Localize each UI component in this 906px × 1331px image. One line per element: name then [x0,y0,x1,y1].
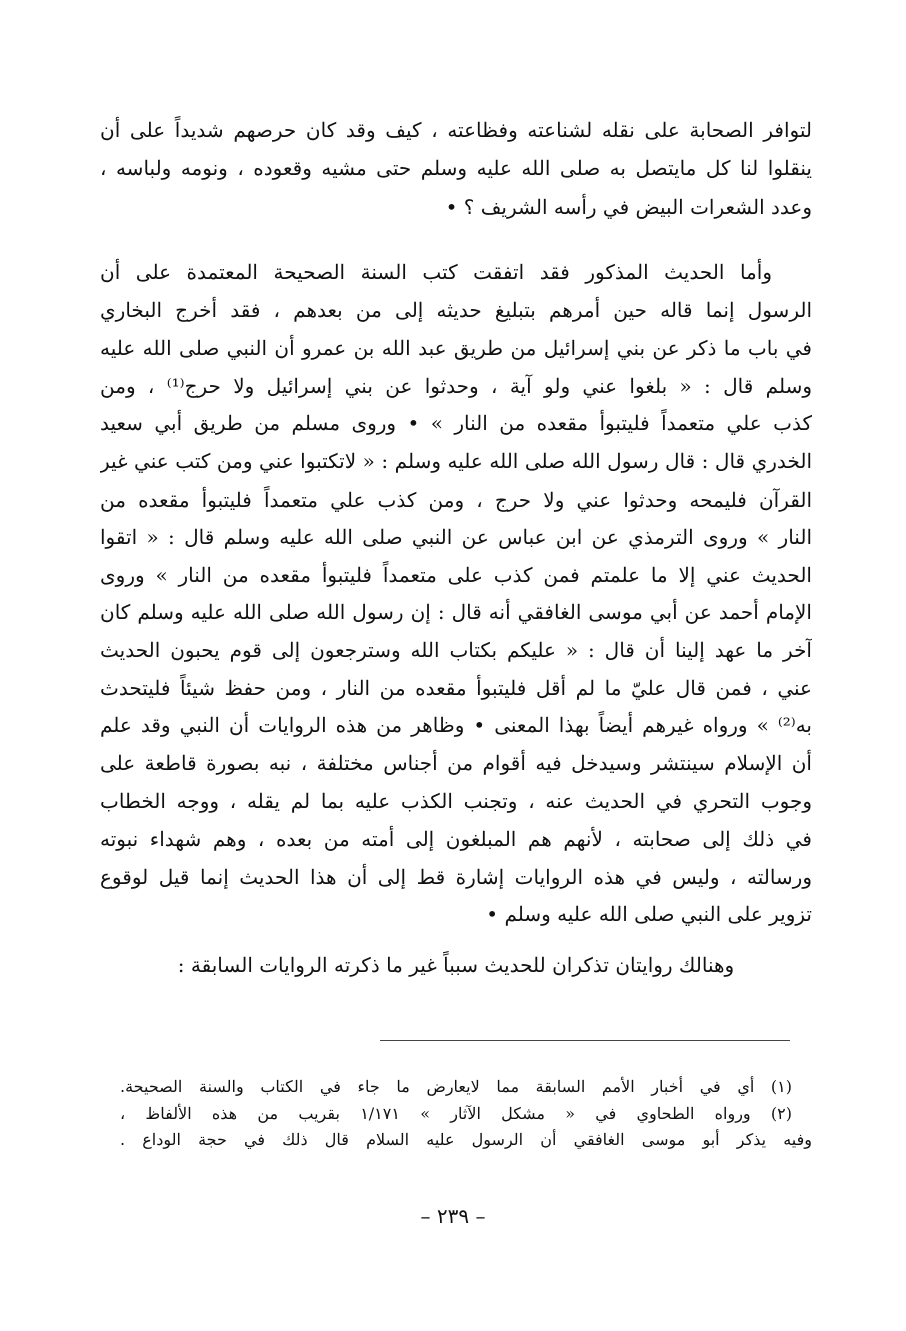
text-line: القرآن فليمحه وحدثوا عني ولا حرج ، ومن كذب علي متعمداً فليتبوأ مقعده من [100,488,812,512]
text-line: ينقلوا لنا كل مايتصل به صلى الله عليه وسلم حتى مشيه وقعوده ، ونومه ولباسه ، [100,156,812,180]
footnote-2: (٢) ورواه الطحاوي في « مشكل الآثار » ١/١٧١ بقريب من هذه الألفاظ ، [120,1104,792,1123]
text-line: أن الإسلام سينتشر وسيدخل فيه أقوام من أجناس مختلفة ، نبه بصورة قاطعة على [100,751,812,775]
text-line: الحديث عني إلا ما علمتم فمن كذب على متعمداً فليتبوأ مقعده من النار » وروى [100,563,812,587]
footnote-1: (١) أي في أخبار الأمم السابقة مما لايعارض ما جاء في الكتاب والسنة الصحيحة. [120,1077,792,1096]
text-line: ورسالته ، وليس في هذه الروايات إشارة قط إلى أن هذا الحديث إنما قيل لوقوع [100,865,812,889]
page-number: – ٢٣٩ – [420,1204,486,1228]
footnote-divider [380,1040,790,1041]
text-line: كذب علي متعمداً فليتبوأ مقعده من النار » • وروى مسلم من طريق أبي سعيد [100,411,812,435]
closing-line: وهنالك روايتان تذكران للحديث سبباً غير ما ذكرته الروايات السابقة : [177,953,735,977]
footnote-2-continued: وفيه يذكر أبو موسى الغافقي أن الرسول عليه السلام قال ذلك في حجة الوداع . [120,1130,812,1149]
text-line: عني ، فمن قال عليّ ما لم أقل فليتبوأ مقعده من النار ، ومن حفظ شيئاً فليتحدث [100,676,812,700]
text-line: الرسول إنما قاله حين أمرهم بتبليغ حديثه إلى من بعدهم ، فقد أخرج البخاري [100,298,812,322]
text-line: في ذلك إلى صحابته ، لأنهم هم المبلغون إلى أمته من بعده ، وهم شهداء نبوته [100,827,812,851]
text-line: النار » وروى الترمذي عن ابن عباس عن النبي صلى الله عليه وسلم قال : « اتقوا [100,525,812,549]
text-line: الخدري قال : قال رسول الله صلى الله عليه وسلم : « لاتكتبوا عني ومن كتب عني غير [100,449,812,473]
text-line: وسلم قال : « بلغوا عني ولو آية ، وحدثوا عن بني إسرائيل ولا حرج⁽¹⁾ ، ومن [100,374,812,398]
text-line: وعدد الشعرات البيض في رأسه الشريف ؟ • [445,195,812,219]
text-line: وأما الحديث المذكور فقد اتفقت كتب السنة الصحيحة المعتمدة على أن [100,260,772,284]
text-line: تزوير على النبي صلى الله عليه وسلم • [486,902,812,926]
text-line: في باب ما ذكر عن بني إسرائيل من طريق عبد الله بن عمرو أن النبي صلى الله عليه [100,336,812,360]
text-line: آخر ما عهد إلينا أن قال : « عليكم بكتاب الله وسترجعون إلى قوم يحبون الحديث [100,638,812,662]
text-line: لتوافر الصحابة على نقله لشناعته وفظاعته ، كيف وقد كان حرصهم شديداً على أن [100,118,812,142]
text-line: وجوب التحري في الحديث عنه ، وتجنب الكذب عليه بما لم يقله ، ووجه الخطاب [100,789,812,813]
text-line: الإمام أحمد عن أبي موسى الغافقي أنه قال : إن رسول الله صلى الله عليه وسلم كان [100,600,812,624]
text-line: به⁽²⁾ » ورواه غيرهم أيضاً بهذا المعنى • وظاهر من هذه الروايات أن النبي وقد علم [100,713,812,737]
